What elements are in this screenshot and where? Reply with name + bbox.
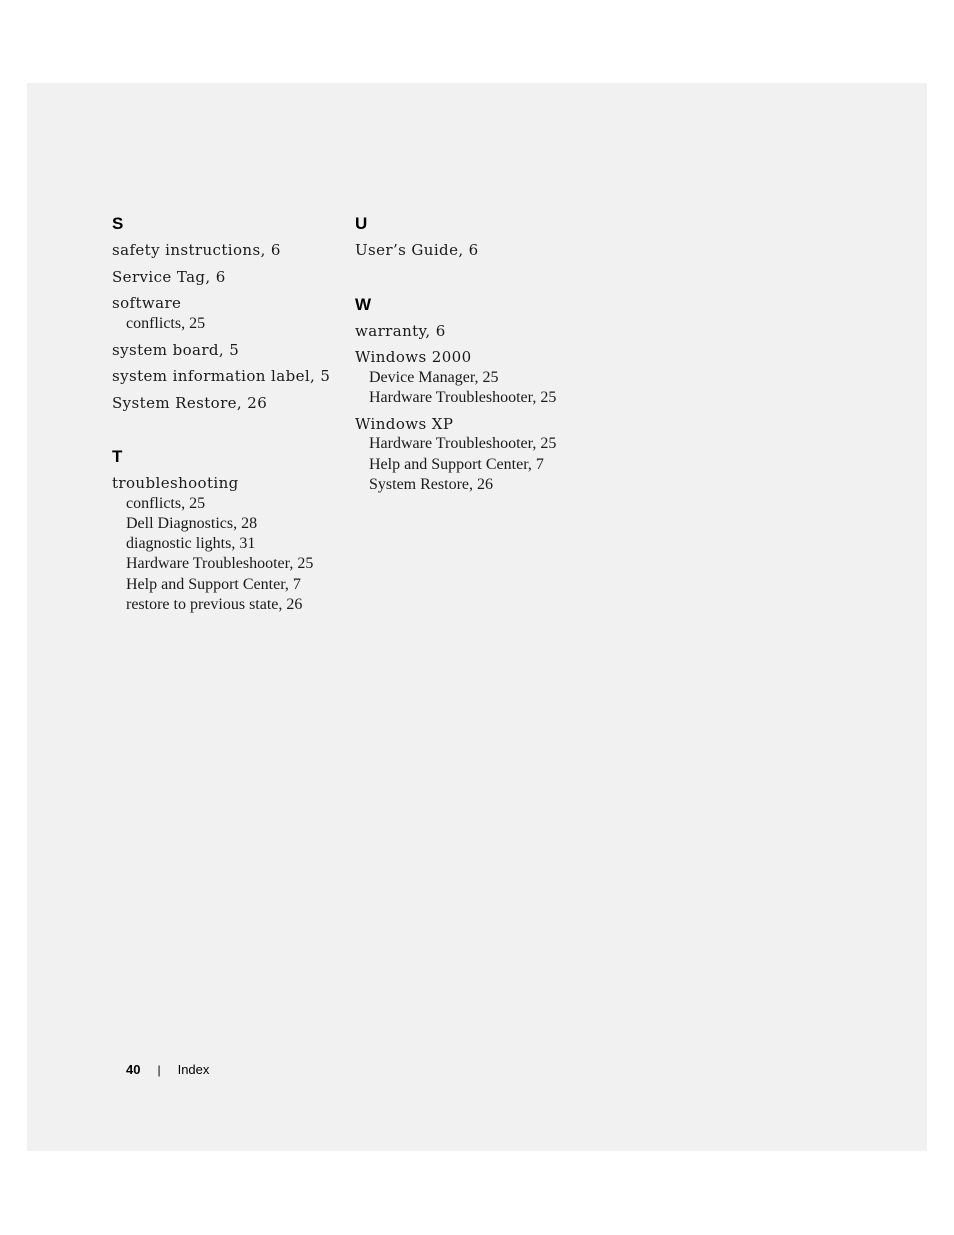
index-subterm: diagnostic lights, 31 <box>126 535 256 553</box>
index-letter-heading: W <box>355 294 372 314</box>
index-subterm: Hardware Troubleshooter, 25 <box>369 388 557 406</box>
index-term: software <box>112 294 182 312</box>
index-entry <box>112 473 342 615</box>
footer-separator: | <box>157 1063 161 1077</box>
index-subterm: Help and Support Center, 7 <box>369 455 544 473</box>
index-term: system board, 5 <box>112 340 240 359</box>
index-letter-heading: U <box>355 214 368 233</box>
index-term: Service Tag, 6 <box>112 267 226 286</box>
index-section-u <box>355 214 585 261</box>
index-subterm: conflicts, 25 <box>126 494 206 512</box>
index-entry <box>112 240 342 261</box>
page-footer <box>126 1062 209 1077</box>
index-term: Windows 2000 <box>355 348 472 366</box>
index-entry <box>112 267 342 288</box>
index-subterm: Hardware Troubleshooter, 25 <box>126 555 314 573</box>
index-term: Windows XP <box>355 414 454 433</box>
index-subterm: System Restore, 26 <box>369 475 493 493</box>
index-entry <box>112 393 342 414</box>
index-term: warranty, 6 <box>355 321 446 340</box>
index-subterm: Hardware Troubleshooter, 25 <box>369 435 557 453</box>
page-number: 40 <box>126 1062 141 1077</box>
index-letter-heading: S <box>112 214 124 233</box>
index-term: safety instructions, 6 <box>112 241 281 259</box>
index-letter-heading: T <box>112 447 123 467</box>
index-column-right <box>355 214 585 529</box>
index-subterm: Device Manager, 25 <box>369 368 499 386</box>
index-entry <box>112 293 342 334</box>
index-subterm: Help and Support Center, 7 <box>126 575 301 593</box>
index-term: system information label, 5 <box>112 367 331 386</box>
index-subterm: conflicts, 25 <box>126 314 206 332</box>
index-section-t <box>112 447 342 615</box>
index-term: troubleshooting <box>112 474 239 493</box>
index-term: System Restore, 26 <box>112 393 268 412</box>
index-entry <box>112 340 342 361</box>
index-subterm: restore to previous state, 26 <box>126 595 303 613</box>
index-column-left <box>112 214 342 649</box>
footer-section-title: Index <box>177 1062 210 1077</box>
index-entry <box>355 321 585 342</box>
index-entry <box>355 414 585 495</box>
index-subterm: Dell Diagnostics, 28 <box>126 514 258 532</box>
index-entry <box>355 347 585 408</box>
index-section-w <box>355 295 585 496</box>
index-entry <box>112 366 342 387</box>
index-term: User’s Guide, 6 <box>355 241 479 259</box>
index-section-s <box>112 214 342 413</box>
index-entry <box>355 240 585 261</box>
